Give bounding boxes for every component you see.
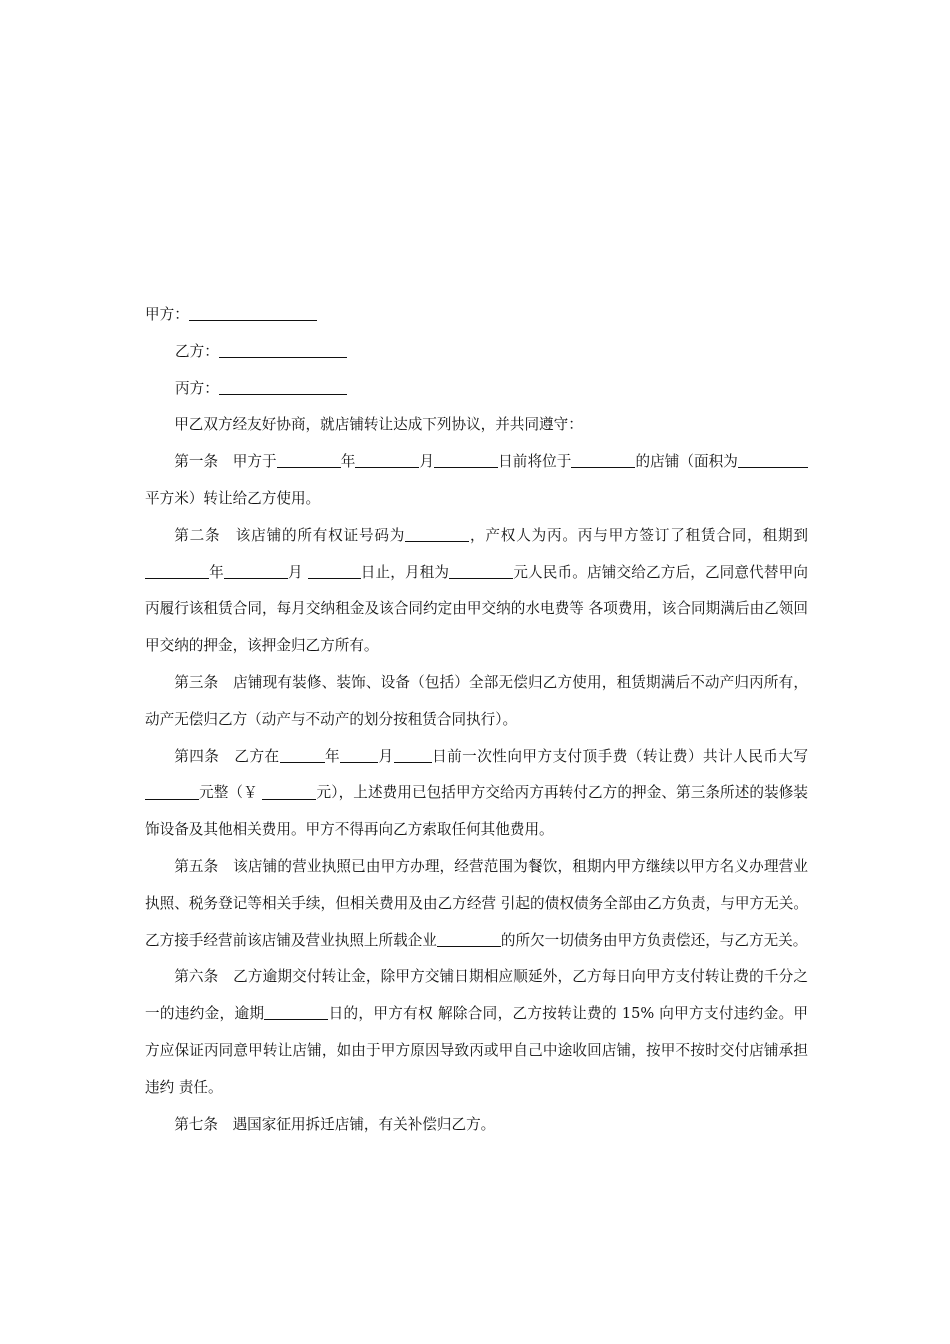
blank	[308, 563, 361, 579]
blank	[145, 563, 209, 579]
blank	[437, 931, 501, 947]
article-2: 第二条 该店铺的所有权证号码为 ，产权人为丙。丙与甲方签订了租赁合同，租期到年 月 日止，月租为 元人民币。店铺交给乙方后，乙同意代替甲向丙履行该租赁合同，每月交纳租金及该合同约定由甲交纳的水电费等 各项费用，该合同期满后由乙领回甲交纳的押金，该押金归乙方所有。	[145, 526, 808, 655]
blank	[280, 747, 325, 763]
blank	[434, 453, 498, 469]
article-7: 第七条 遇国家征用拆迁店铺，有关补偿归乙方。	[174, 1115, 496, 1133]
contract-body	[145, 297, 808, 1143]
party-b-label: 乙方：	[175, 342, 219, 360]
intro-paragraph: 甲乙双方经友好协商，就店铺转让达成下列协议，并共同遵守：	[174, 416, 583, 434]
blank	[262, 784, 316, 800]
blank	[277, 453, 341, 469]
article-1: 第一条 甲方于 年 月 日前将位于 的店铺（面积为平方米）转让给乙方使用。	[145, 444, 808, 518]
article-3: 第三条 店铺现有装修、装饰、设备（包括）全部无偿归乙方使用，租赁期满后不动产归丙所有，动产无偿归乙方（动产与不动产的划分按租赁合同执行）。	[145, 673, 808, 728]
article-4: 第四条 乙方在 年 月 日前一次性向甲方支付顶手费（转让费）共计人民币大写元整（￥ 元），上述费用已包括甲方交给丙方再转付乙方的押金、第三条所述的装修装饰设备及其他相关费用。甲方不得再向乙方索取任何其他费用。	[145, 747, 809, 839]
blank	[264, 1005, 328, 1021]
article-5: 第五条 该店铺的营业执照已由甲方办理，经营范围为餐饮，租期内甲方继续以甲方名义办理营业执照、税务登记等相关手续，但相关费用及由乙方经营 引起的债权债务全部由乙方负责，与甲方无关。乙方接手经营前该店铺及营业执照上所载企业 的所欠一切债务由甲方负责偿还，与乙方无关。	[145, 857, 808, 949]
party-c-label: 丙方：	[175, 379, 219, 397]
blank	[405, 526, 469, 542]
party-a-label: 甲方：	[145, 306, 189, 323]
party-b-line	[145, 334, 808, 371]
party-c-blank	[219, 379, 347, 395]
blank	[355, 453, 419, 469]
blank	[394, 747, 432, 763]
party-a-blank	[189, 306, 317, 322]
party-b-blank	[219, 342, 347, 358]
blank	[145, 784, 199, 800]
blank	[449, 563, 513, 579]
blank	[744, 453, 808, 469]
article-6: 第六条 乙方逾期交付转让金，除甲方交铺日期相应顺延外，乙方每日向甲方支付转让费的千分之一的违约金，逾期 日的，甲方有权 解除合同，乙方按转让费的 15% 向甲方支付违约金。甲方应保证丙同意甲转让店铺，如由于甲方原因导致丙或甲自己中途收回店铺，按甲不按时交付店铺承担违约 责任。	[145, 968, 808, 1096]
blank	[340, 747, 378, 763]
party-a-line	[145, 297, 808, 334]
blank	[571, 453, 635, 469]
blank	[224, 563, 288, 579]
party-c-line	[145, 371, 808, 408]
